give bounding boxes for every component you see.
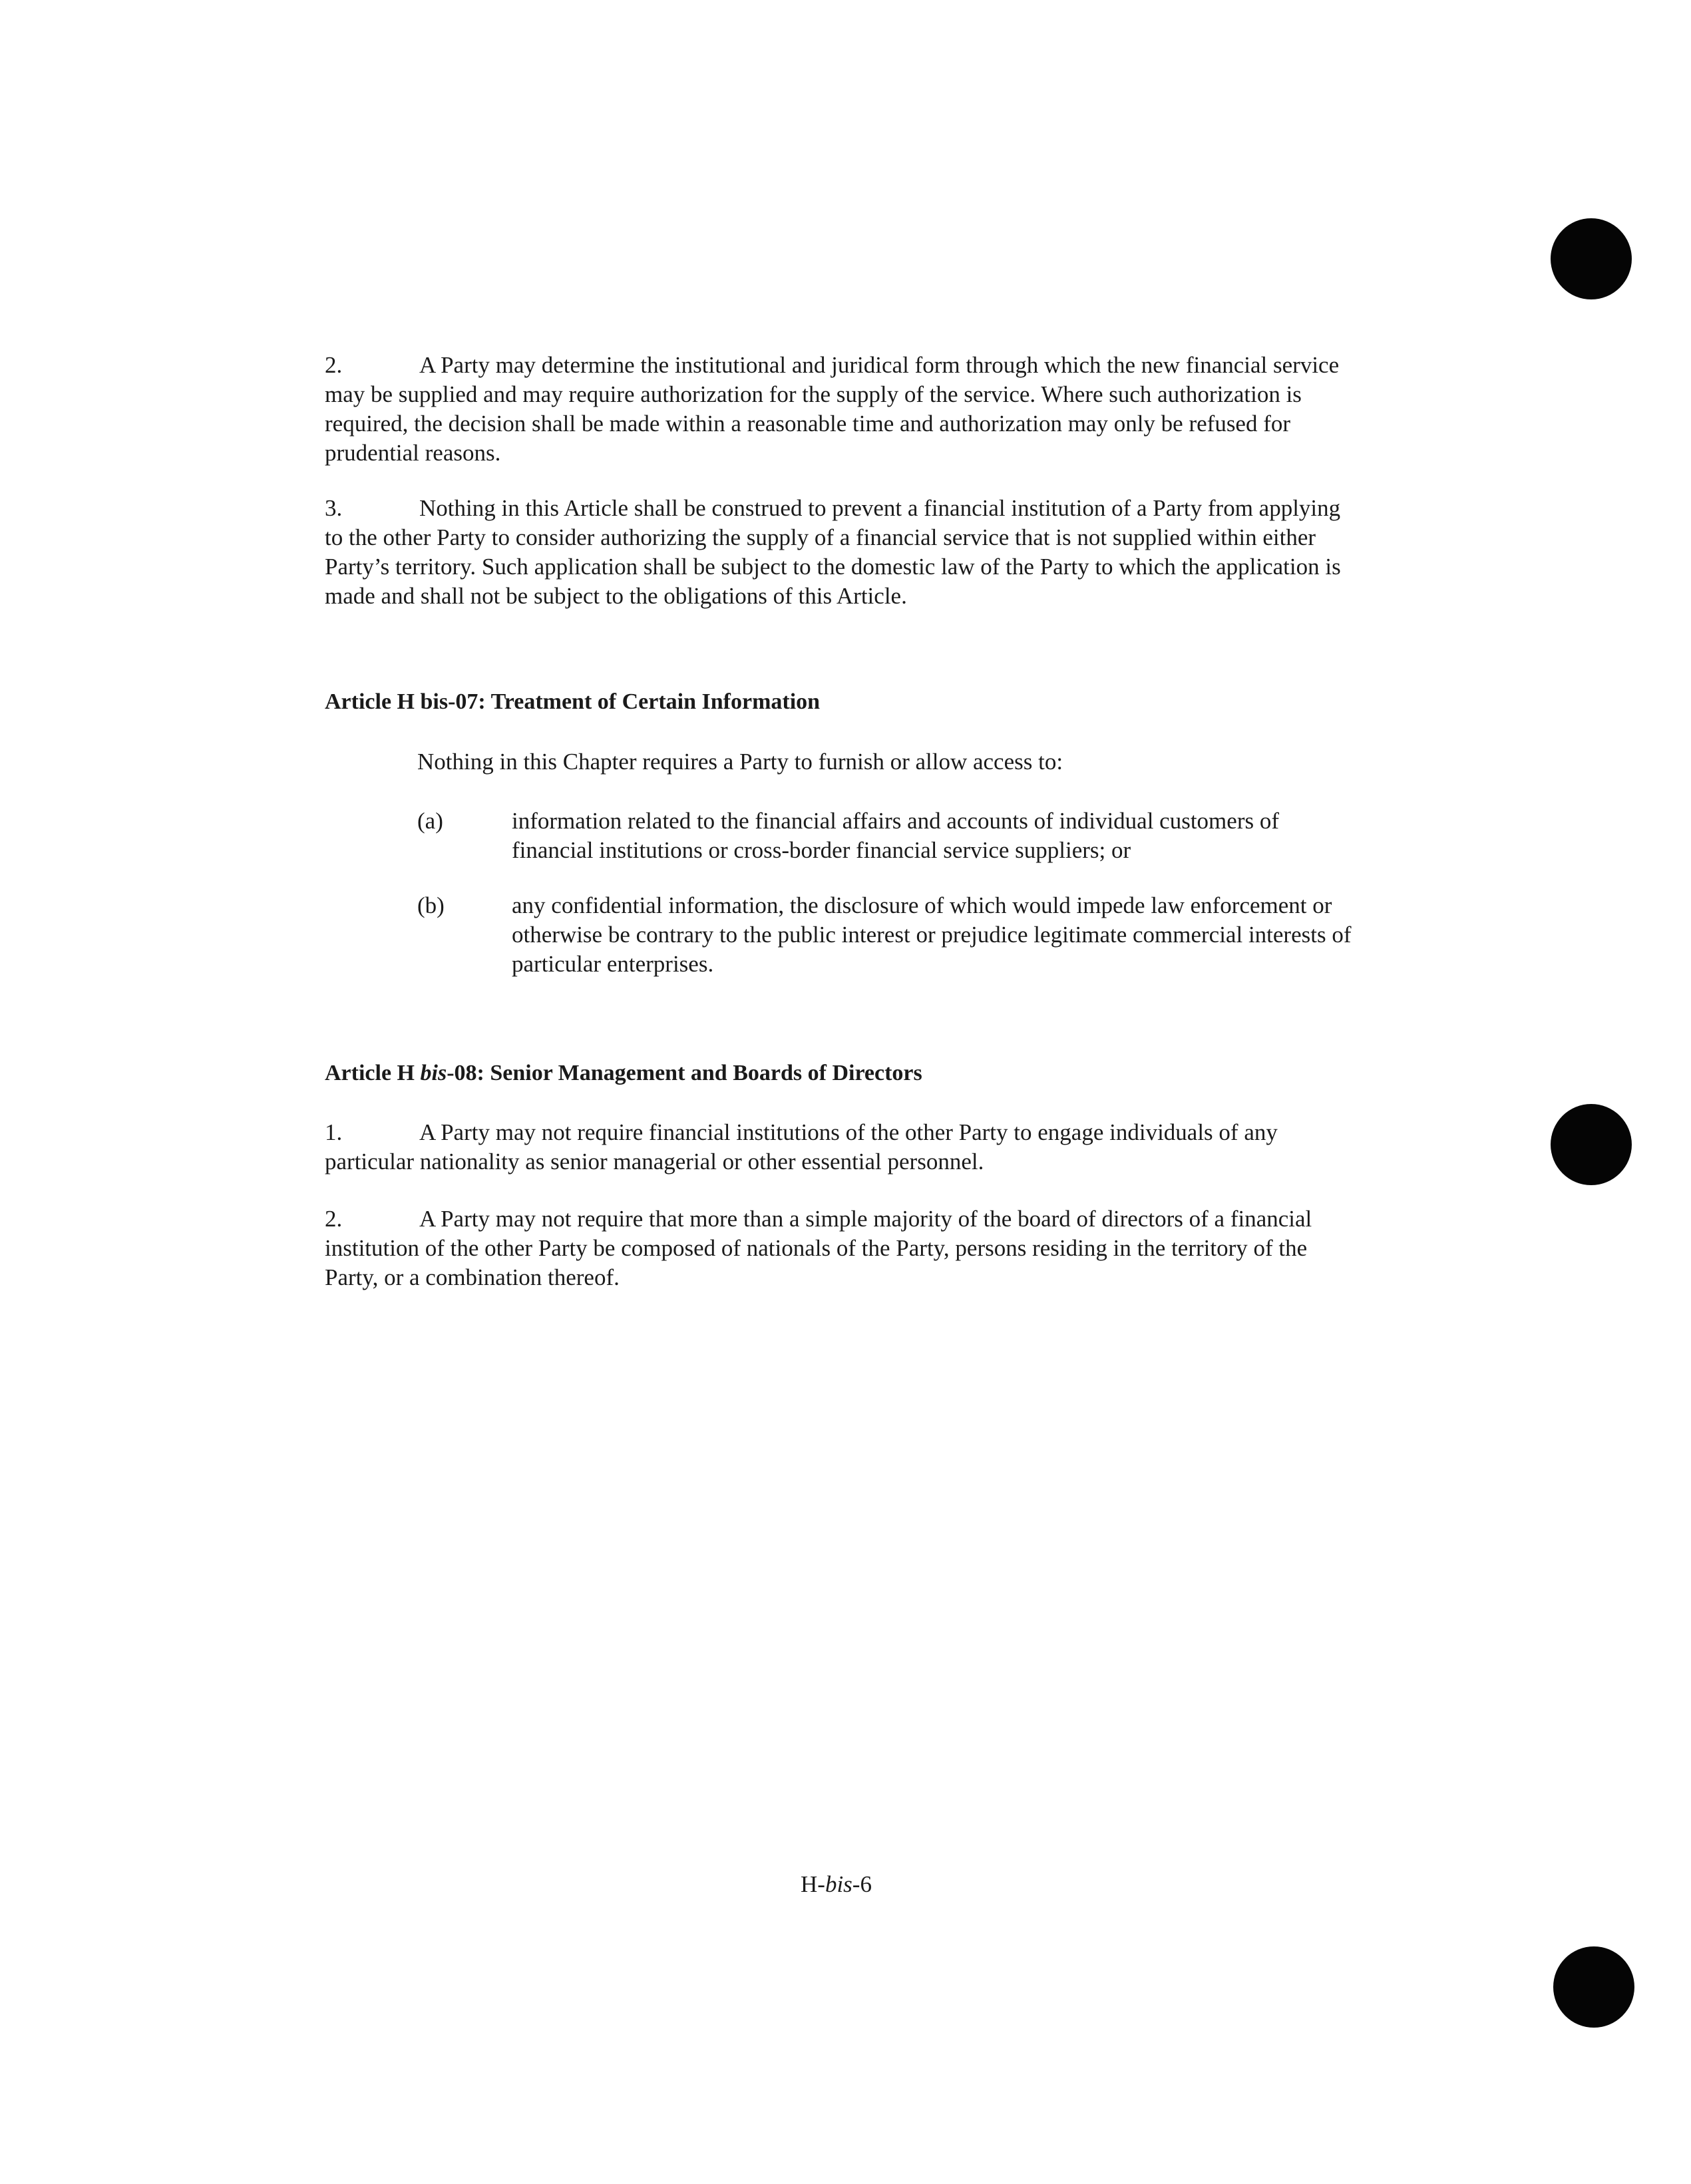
article-07-lead: Nothing in this Chapter requires a Party to furnish or allow access to: [417, 749, 1063, 775]
punch-hole [1551, 218, 1632, 299]
paragraph-number: 2. [325, 1206, 343, 1232]
punch-hole [1553, 1946, 1634, 2028]
page-number-suffix: -6 [852, 1871, 872, 1897]
list-item-label: (b) [417, 892, 445, 918]
list-item-a [417, 807, 1362, 865]
paragraph-number: 2. [325, 352, 343, 378]
paragraph-body: A Party may not require that more than a simple majority of the board of directors of a financial institution of the other Party be composed of nationals of the Party, persons residing in the territory of the Party, or a combination thereof. [325, 1206, 1312, 1290]
list-item-b [417, 891, 1362, 979]
article-07-heading: Article H bis-07: Treatment of Certain Information [325, 689, 821, 714]
heading-italic: bis [420, 1061, 447, 1085]
page-number-italic: bis [825, 1871, 852, 1897]
article-08-heading [325, 1061, 922, 1086]
list-item-text: information related to the financial affairs and accounts of individual customers of financial institutions or cross-border financial service suppliers; or [512, 808, 1280, 863]
article-08-paragraph-2 [325, 1204, 1363, 1292]
punch-hole [1551, 1104, 1632, 1185]
paragraph-number: 3. [325, 495, 343, 521]
paragraph-number: 1. [325, 1119, 343, 1145]
paragraph-body: Nothing in this Article shall be construed to prevent a financial institution of a Party from applying to the other Party to consider authorizing the supply of a financial service that is not supplied within either Party’s territory. Such application shall be subject to the domestic law of the Party to which the application is made and shall not be subject to the obligations of this Article. [325, 495, 1341, 609]
page-number [801, 1871, 872, 1898]
paragraph-text [325, 1204, 1363, 1292]
article-08-paragraph-1 [325, 1118, 1363, 1177]
heading-prefix: Article H [325, 1061, 421, 1085]
paragraph-2-text [325, 351, 1363, 468]
paragraph-text [325, 1118, 1363, 1177]
paragraph-2 [325, 351, 1363, 468]
paragraph-body: A Party may not require financial institutions of the other Party to engage individuals of any particular nationality as senior managerial or other essential personnel. [325, 1119, 1278, 1175]
paragraph-3 [325, 494, 1363, 611]
heading-suffix: -08: Senior Management and Boards of Directors [447, 1061, 922, 1085]
paragraph-body: A Party may determine the institutional and juridical form through which the new financial service may be supplied and may require authorization for the supply of the service. Where such authorization is required, the decision shall be made within a reasonable time and authorization may only be refused for prudential reasons. [325, 352, 1340, 466]
paragraph-3-text [325, 494, 1363, 611]
list-item-label: (a) [417, 808, 443, 834]
list-item-text: any confidential information, the disclosure of which would impede law enforcement or otherwise be contrary to the public interest or prejudice legitimate commercial interests of particular enterprises. [512, 892, 1352, 977]
page-number-prefix: H- [801, 1871, 825, 1897]
